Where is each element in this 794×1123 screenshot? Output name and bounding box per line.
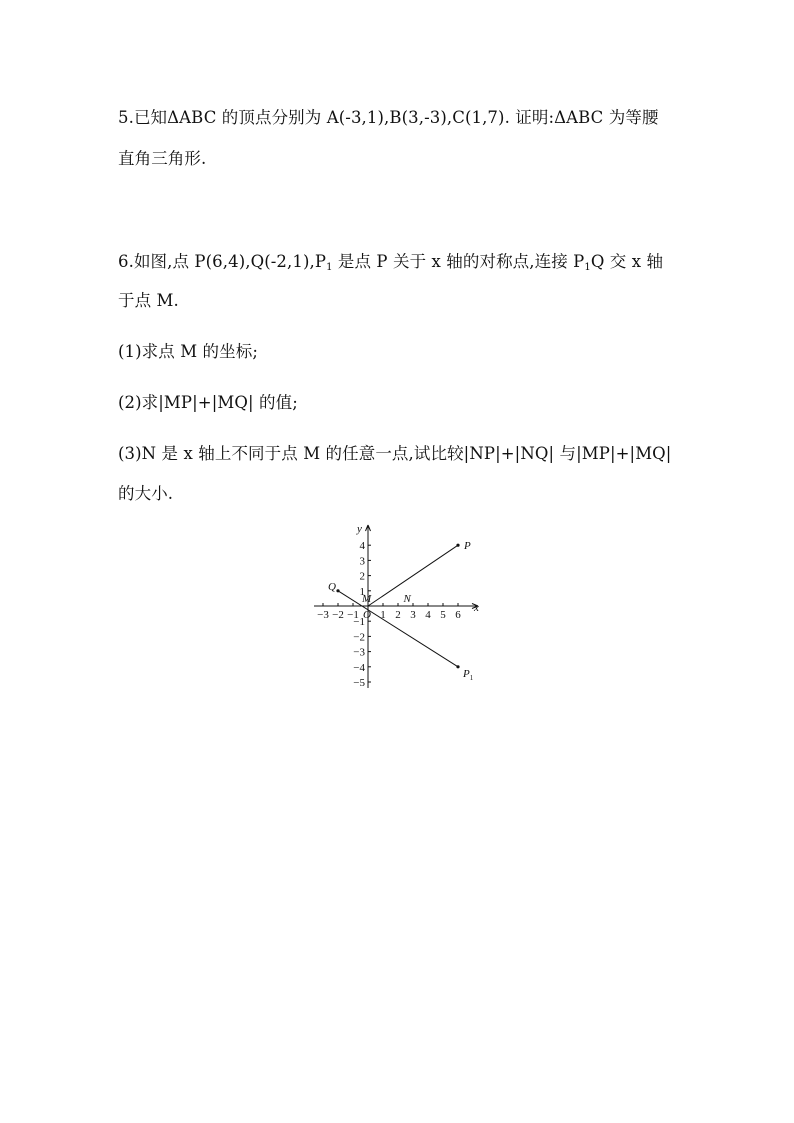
axis-y-label: y (357, 523, 362, 535)
coordinate-figure (312, 520, 492, 692)
x-tick-label: −1 (347, 609, 359, 621)
tick-labels (317, 540, 461, 689)
y-tick-label: −4 (353, 661, 365, 674)
problem6-q3-line2: 的大小. (118, 484, 174, 503)
problem6-line1-b: 是点 P 关于 x 轴的对称点,连接 P (332, 252, 585, 271)
x-tick-label: 1 (380, 609, 386, 621)
x-tick-label: 3 (410, 609, 416, 621)
x-tick-label: 4 (425, 609, 431, 621)
point-q (336, 589, 339, 592)
y-tick-label: −1 (353, 616, 365, 629)
x-tick-label: −2 (332, 609, 344, 621)
y-tick-label: 2 (359, 570, 365, 583)
x-tick-label: 5 (440, 609, 446, 621)
point-label-sub: 1 (469, 673, 474, 682)
point-p1 (456, 665, 459, 668)
y-tick-label: −2 (353, 631, 365, 644)
y-tick-label: 4 (359, 540, 365, 553)
point-label-q: Q (328, 580, 336, 593)
problem6-line2: 于点 M. (118, 291, 179, 310)
x-tick-label: 2 (395, 609, 401, 621)
x-tick-label: −3 (317, 609, 329, 621)
axis-x-label: x (474, 602, 479, 614)
point-label-p: P (464, 540, 471, 553)
problem6-line1-sub2: 1 (584, 262, 591, 273)
problem6-line1-c: Q 交 x 轴 (590, 252, 664, 271)
problem6-line1 (118, 248, 663, 273)
problem6-q3-line1: (3)N 是 x 轴上不同于点 M 的任意一点,试比较|NP|+|NQ| 与|MP|+|MQ| (118, 444, 672, 463)
point-label-n: N (403, 593, 411, 605)
origin-label: O (363, 609, 371, 621)
problem6-line1-a: 6.如图,点 P(6,4),Q(-2,1),P (118, 252, 327, 271)
y-tick-label: −3 (353, 646, 365, 659)
point-p (456, 544, 459, 547)
problem6-q2: (2)求|MP|+|MQ| 的值; (118, 393, 298, 412)
point-label-p1: $P_1$ (463, 667, 474, 682)
y-tick-label: −5 (353, 677, 365, 689)
problem6-q1: (1)求点 M 的坐标; (118, 342, 259, 361)
problem5-line2: 直角三角形. (118, 149, 207, 168)
x-tick-label: 6 (455, 609, 461, 621)
segment-op (368, 545, 458, 606)
point-label-m: M (362, 593, 372, 605)
problem5-line1: 5.已知ΔABC 的顶点分别为 A(-3,1),B(3,-3),C(1,7). 证明:ΔABC 为等腰 (118, 108, 659, 127)
y-tick-label: 3 (359, 555, 365, 568)
problem6-line1-sub: 1 (326, 262, 333, 273)
y-tick-label: 1 (359, 585, 365, 598)
